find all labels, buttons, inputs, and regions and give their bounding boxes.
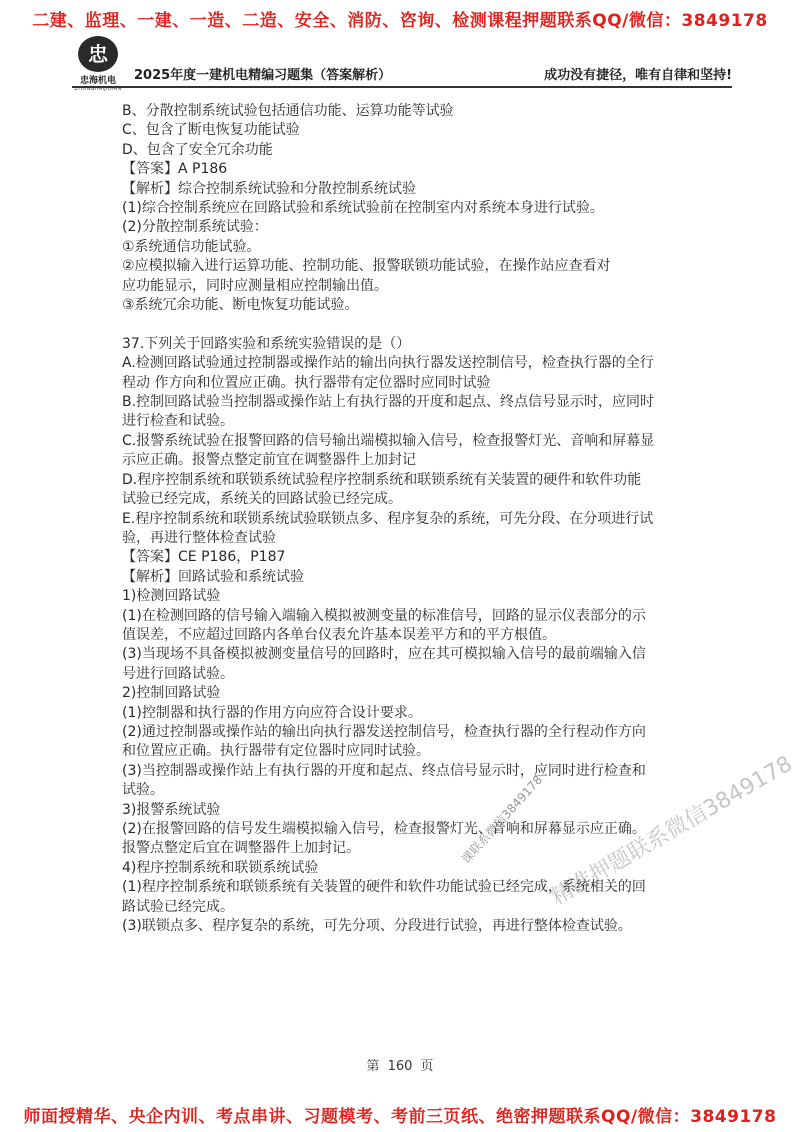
page-header — [72, 34, 732, 92]
page-number-prefix: 第 — [366, 1059, 380, 1074]
watermark-large: 精准押题联系微信3849178 — [547, 751, 797, 911]
text-line: D.程序控制系统和联锁系统试验程序控制系统和联锁系统有关装置的硬件和软件功能 — [122, 471, 642, 488]
text-line: (2)分散控制系统试验： — [122, 219, 268, 236]
text-line: 和位置应正确。执行器带有定位器时应同时试验。 — [122, 743, 430, 760]
header-motto: 成功没有捷径，唯有自律和坚持! — [544, 68, 732, 83]
text-line: (2)在报警回路的信号发生端模拟输入信号，检查报警灯光、音响和屏幕显示应正确。 — [122, 821, 646, 838]
logo-name: 忠海机电 — [79, 76, 116, 86]
text-line: 程动 作方向和位置应正确。执行器带有定位器时应同时试验 — [122, 374, 491, 391]
text-line: 【解析】回路试验和系统试验 — [122, 568, 304, 585]
text-line — [122, 315, 694, 334]
text-line: (1)控制器和执行器的作用方向应符合设计要求。 — [122, 704, 422, 721]
text-line: 37.下列关于回路实验和系统实验错误的是（） — [122, 335, 411, 352]
text-line: 试验已经完成，系统关的回路试验已经完成。 — [122, 491, 402, 508]
logo-mark: 忠 — [78, 36, 118, 72]
text-line: 示应正确。报警点整定前宜在调整器件上加封记 — [122, 452, 416, 469]
text-line: (3)当现场不具备模拟被测变量信号的回路时，应在其可模拟输入信号的最前端输入信 — [122, 646, 646, 663]
text-line: 4)程序控制系统和联锁系统试验 — [122, 859, 319, 876]
text-line: 值误差，不应超过回路内各单台仪表允许基本误差平方和的平方根值。 — [122, 626, 556, 643]
text-line: 3)报警系统试验 — [122, 801, 221, 818]
text-line: A.检测回路试验通过控制器或操作站的输出向执行器发送控制信号，检查执行器的全行 — [122, 355, 654, 372]
text-line: 1)检测回路试验 — [122, 588, 221, 605]
text-line: C.报警系统试验在报警回路的信号输出端模拟输入信号，检查报警灯光、音响和屏幕显 — [122, 432, 655, 449]
text-line: (3)当控制器或操作站上有执行器的开度和起点、终点信号显示时，应同时进行检查和 — [122, 762, 646, 779]
text-line: 2)控制回路试验 — [122, 685, 221, 702]
text-line: 路试验已经完成。 — [122, 898, 234, 915]
text-line: D、包含了安全冗余功能 — [122, 141, 273, 158]
header-rule — [72, 86, 732, 88]
text-line: (1)程序控制系统和联锁系统有关装置的硬件和软件功能试验已经完成，系统相关的回 — [122, 879, 646, 896]
text-line: E.程序控制系统和联锁系统试验联锁点多、程序复杂的系统，可先分段、在分项进行试 — [122, 510, 654, 527]
page-content — [122, 102, 694, 936]
text-line: (1)综合控制系统应在回路试验和系统试验前在控制室内对系统本身进行试验。 — [122, 200, 604, 217]
text-line: 【答案】A P186 — [122, 161, 228, 178]
text-line: ③系统冗余功能、断电恢复功能试验。 — [122, 297, 359, 314]
text-line: 【解析】综合控制系统试验和分散控制系统试验 — [122, 180, 416, 197]
document-title: 2025年度一建机电精编习题集（答案解析） — [134, 68, 392, 83]
text-line: (3)联锁点多、程序复杂的系统，可先分项、分段进行试验，再进行整体检查试验。 — [122, 918, 632, 935]
text-line: 试验。 — [122, 782, 164, 799]
page-number: 160 — [387, 1059, 413, 1074]
top-promo-banner: 二建、监理、一建、一造、二造、安全、消防、咨询、检测课程押题联系QQ/微信：3849178 — [32, 11, 768, 31]
text-line: (1)在检测回路的信号输入端输入模拟被测变量的标准信号，回路的显示仪表部分的示 — [122, 607, 646, 624]
text-line: 应功能显示，同时应测量相应控制输出值。 — [122, 277, 388, 294]
page-number-suffix: 页 — [420, 1059, 434, 1074]
watermark-small: 课联系微信3849178 — [458, 772, 546, 867]
text-line: ①系统通信功能试验。 — [122, 238, 261, 255]
text-line: 【答案】CE P186，P187 — [122, 549, 286, 566]
text-line: 号进行回路试验。 — [122, 665, 234, 682]
page-footer — [0, 1055, 800, 1074]
text-line: 验，再进行整体检查试验 — [122, 529, 276, 546]
text-line: B.控制回路试验当控制器或操作站上有执行器的开度和起点、终点信号显示时，应同时 — [122, 394, 655, 411]
text-line: (2)通过控制器或操作站的输出向执行器发送控制信号，检查执行器的全行程动作方向 — [122, 723, 646, 740]
text-line: B、分散控制系统试验包括通信功能、运算功能等试验 — [122, 103, 454, 119]
text-line: ②应模拟输入进行运算功能、控制功能、报警联锁功能试验，在操作站应查看对 — [122, 258, 611, 275]
logo — [72, 36, 124, 90]
text-line: C、包含了断电恢复功能试验 — [122, 122, 300, 139]
text-line: 报警点整定后宜在调整器件上加封记。 — [122, 840, 360, 857]
text-line: 进行检查和试验。 — [122, 413, 234, 430]
bottom-promo-banner: 师面授精华、央企内训、考点串讲、习题模考、考前三页纸、绝密押题联系QQ/微信：3849178 — [23, 1107, 777, 1127]
logo-subtitle: ZHONGHAIJIDIAN — [74, 86, 122, 92]
